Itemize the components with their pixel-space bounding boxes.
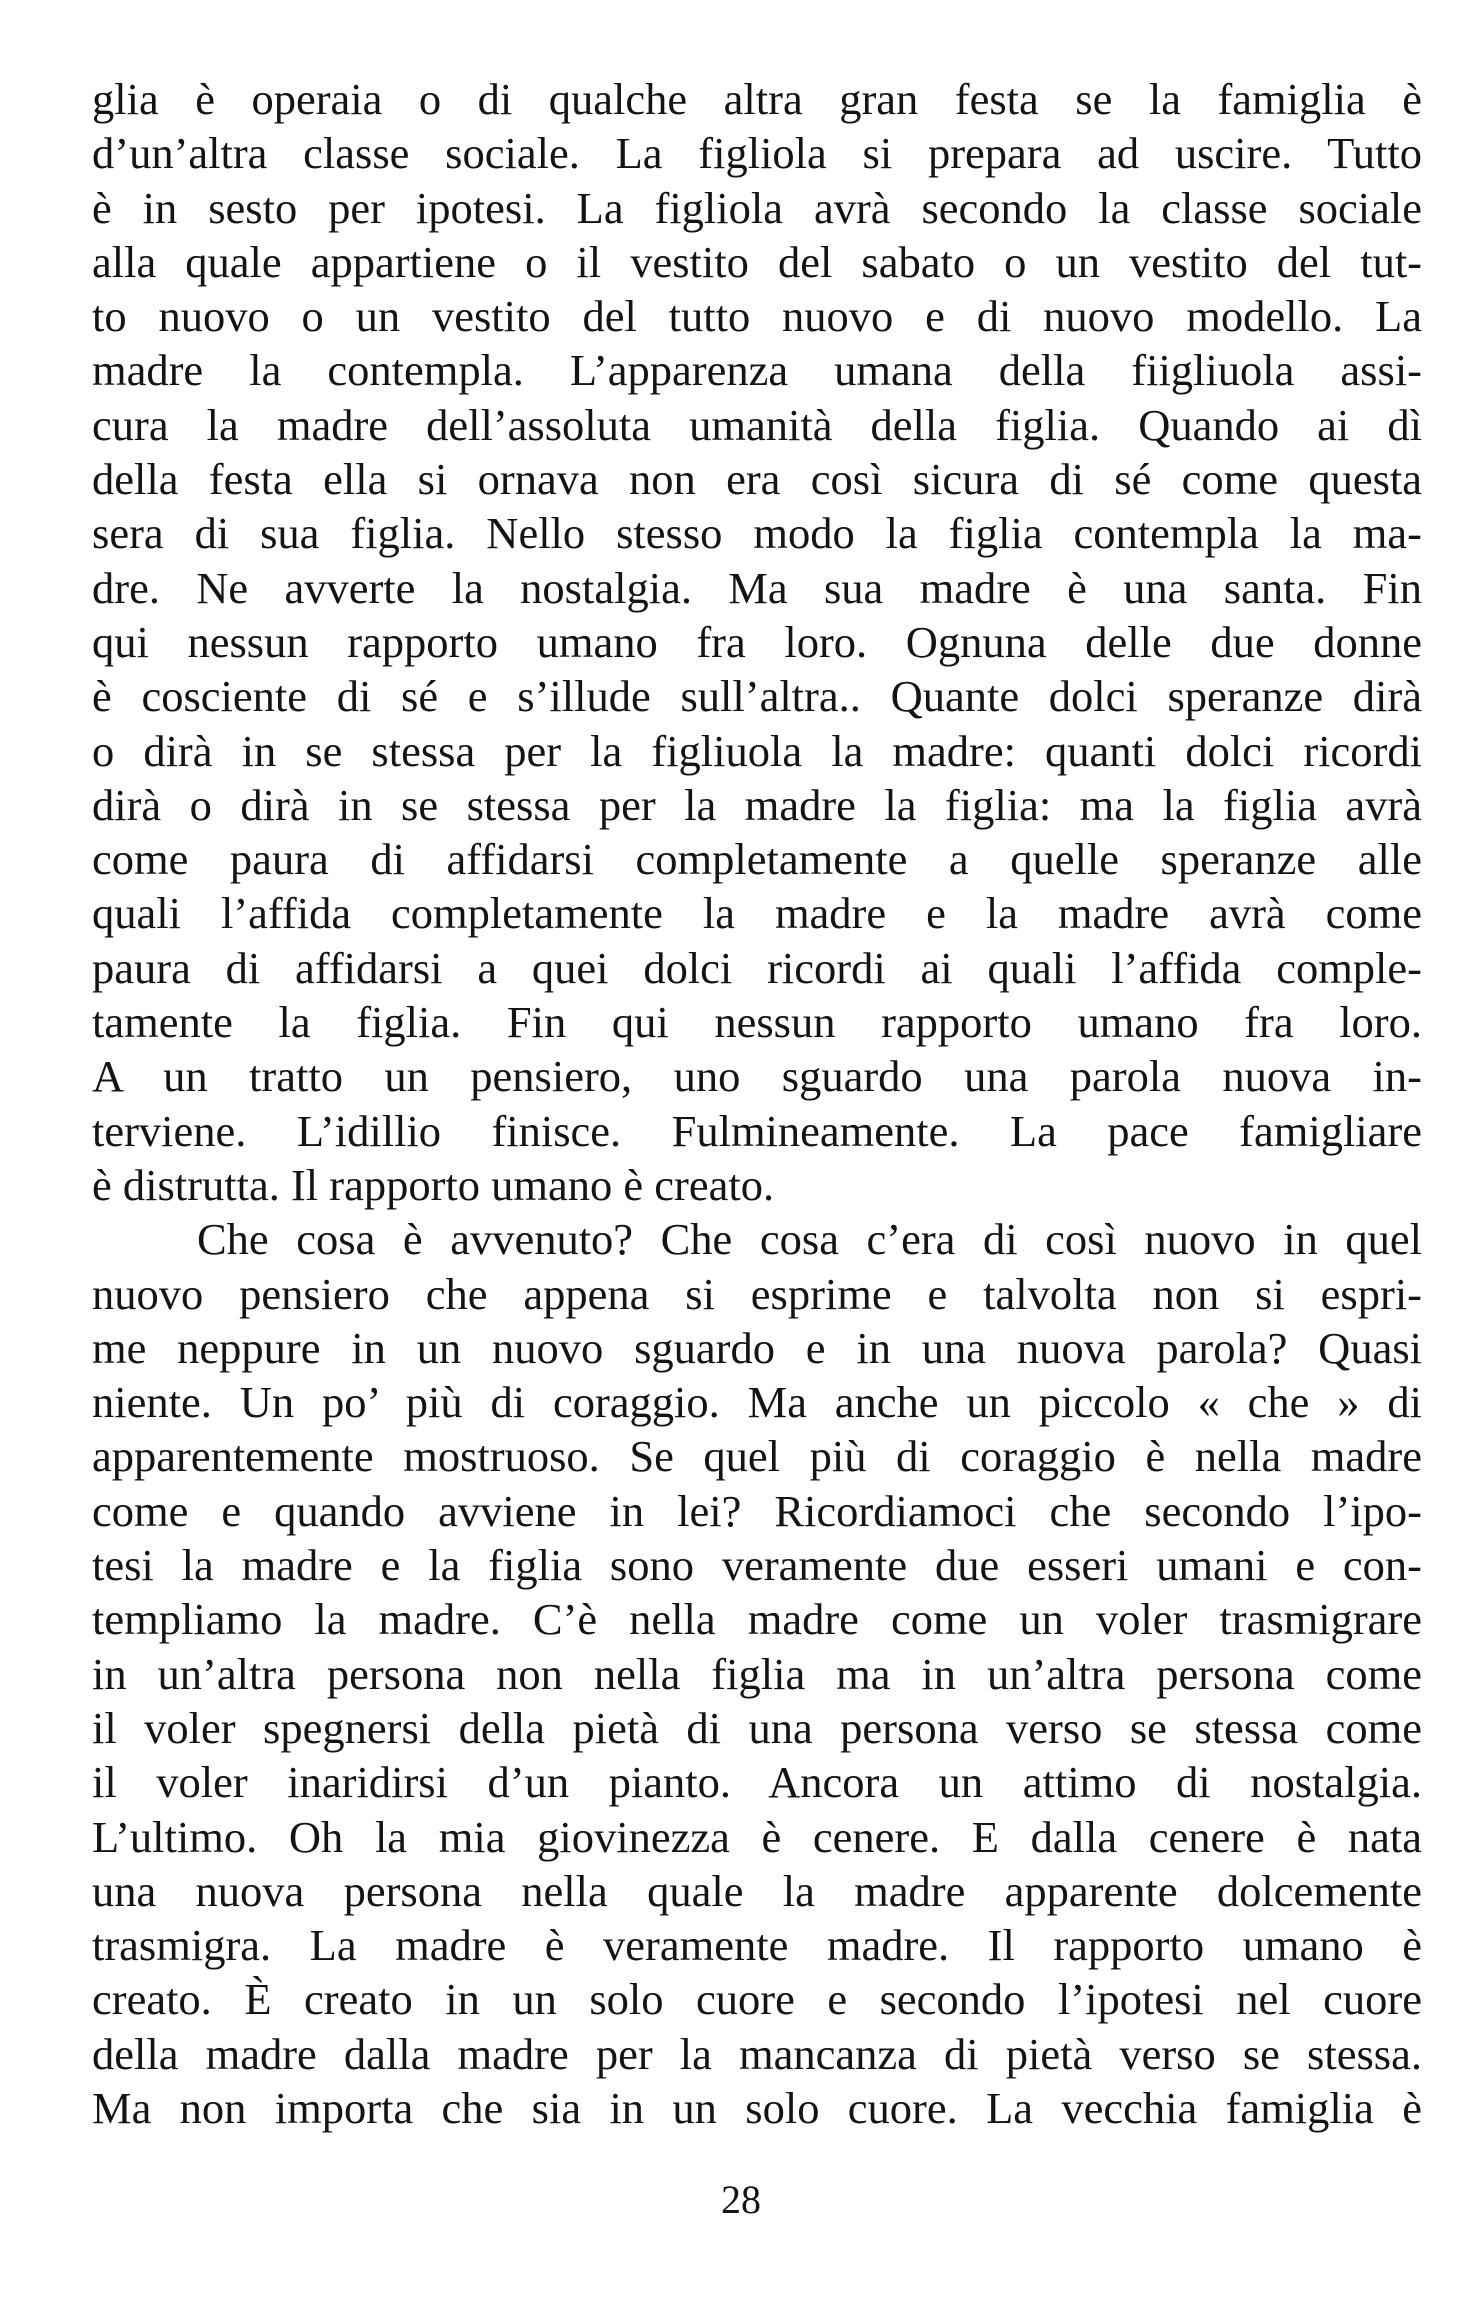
text-line: o dirà in se stessa per la figliuola la madre: quanti dolci ricordi — [92, 725, 1422, 776]
text-line: è in sesto per ipotesi. La figliola avrà secondo la classe sociale — [92, 182, 1422, 233]
body-text — [92, 72, 1422, 2135]
text-line: nuovo pensiero che appena si esprime e talvolta non si espri- — [92, 1268, 1422, 1319]
text-line: come e quando avviene in lei? Ricordiamoci che secondo l’ipo- — [92, 1485, 1422, 1536]
text-line: qui nessun rapporto umano fra loro. Ognuna delle due donne — [92, 616, 1422, 667]
text-line: il voler inaridirsi d’un pianto. Ancora un attimo di nostalgia. — [92, 1757, 1422, 1808]
text-line: madre la contempla. L’apparenza umana della fiigliuola assi- — [92, 345, 1422, 396]
text-line: dre. Ne avverte la nostalgia. Ma sua madre è una santa. Fin — [92, 562, 1422, 613]
text-line: tamente la figlia. Fin qui nessun rapporto umano fra loro. — [92, 997, 1422, 1048]
text-line: to nuovo o un vestito del tutto nuovo e di nuovo modello. La — [92, 291, 1422, 342]
text-line: creato. È creato in un solo cuore e secondo l’ipotesi nel cuore — [92, 1974, 1422, 2025]
text-line: L’ultimo. Oh la mia giovinezza è cenere. E dalla cenere è nata — [92, 1811, 1422, 1862]
text-line: me neppure in un nuovo sguardo e in una nuova parola? Quasi — [92, 1322, 1422, 1373]
text-line: niente. Un po’ più di coraggio. Ma anche un piccolo « che » di — [92, 1377, 1422, 1428]
text-line: tesi la madre e la figlia sono veramente due esseri umani e con- — [92, 1540, 1422, 1591]
text-line: trasmigra. La madre è veramente madre. Il rapporto umano è — [92, 1920, 1422, 1971]
text-line: il voler spegnersi della pietà di una persona verso se stessa come — [92, 1702, 1422, 1753]
text-line: della festa ella si ornava non era così sicura di sé come questa — [92, 454, 1422, 505]
text-line: Ma non importa che sia in un solo cuore. La vecchia famiglia è — [92, 2082, 1422, 2133]
page-number: 28 — [721, 2177, 761, 2222]
paragraph-start-line: Che cosa è avvenuto? Che cosa c’era di così nuovo in quel — [197, 1214, 1422, 1265]
text-line: templiamo la madre. C’è nella madre come un voler trasmigrare — [92, 1594, 1422, 1645]
text-line: paura di affidarsi a quei dolci ricordi ai quali l’affida comple- — [92, 942, 1422, 993]
text-line: terviene. L’idillio finisce. Fulmineamente. La pace famigliare — [92, 1105, 1422, 1156]
text-line: A un tratto un pensiero, uno sguardo una parola nuova in- — [92, 1051, 1422, 1102]
text-line: una nuova persona nella quale la madre apparente dolcemente — [92, 1865, 1422, 1916]
text-line: sera di sua figlia. Nello stesso modo la figlia contempla la ma- — [92, 508, 1422, 559]
text-line: come paura di affidarsi completamente a quelle speranze alle — [92, 834, 1422, 885]
text-line: glia è operaia o di qualche altra gran festa se la famiglia è — [92, 74, 1422, 124]
text-line: in un’altra persona non nella figlia ma in un’altra persona come — [92, 1648, 1422, 1699]
paragraph-end-line: è distrutta. Il rapporto umano è creato. — [92, 1159, 775, 1210]
text-line: cura la madre dell’assoluta umanità della figlia. Quando ai dì — [92, 399, 1422, 450]
text-line: d’un’altra classe sociale. La figliola si prepara ad uscire. Tutto — [92, 128, 1422, 179]
text-line: della madre dalla madre per la mancanza di pietà verso se stessa. — [92, 2028, 1422, 2079]
text-line: apparentemente mostruoso. Se quel più di coraggio è nella madre — [92, 1431, 1422, 1482]
text-line: quali l’affida completamente la madre e la madre avrà come — [92, 888, 1422, 939]
text-line: dirà o dirà in se stessa per la madre la figlia: ma la figlia avrà — [92, 779, 1422, 830]
text-line: alla quale appartiene o il vestito del sabato o un vestito del tut- — [92, 236, 1422, 287]
text-line: è cosciente di sé e s’illude sull’altra.. Quante dolci speranze dirà — [92, 671, 1422, 722]
